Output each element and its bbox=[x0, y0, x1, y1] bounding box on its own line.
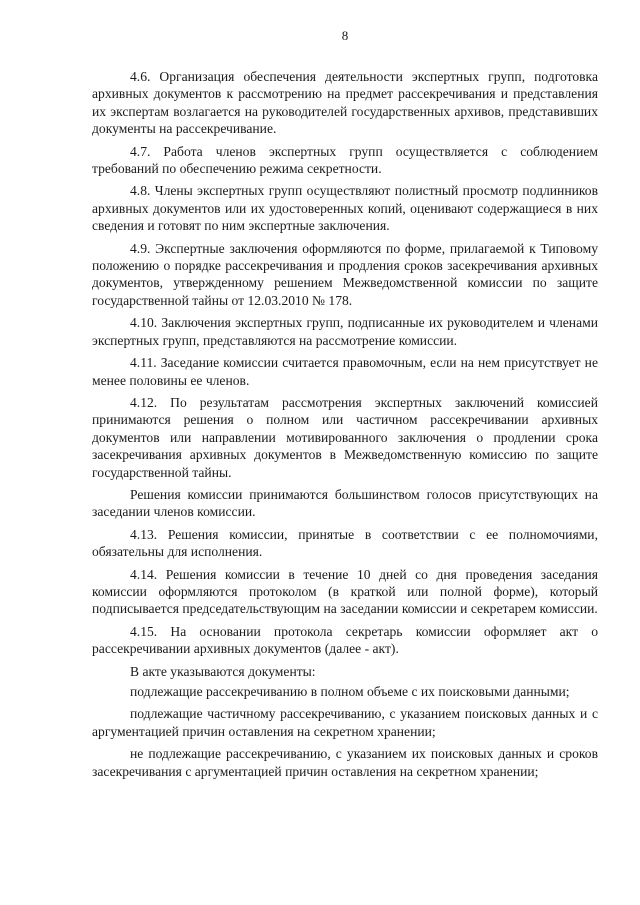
paragraph-4-9: 4.9. Экспертные заключения оформляются по форме, прилагаемой к Типовому положению о порядке рассекречивания и продления сроков засекречивания архивных документов, утвержденному решением Межведомственной комиссии по защите государственной тайны от 12.03.2010 № 178. bbox=[92, 240, 598, 308]
paragraph-4-13: 4.13. Решения комиссии, принятые в соответствии с ее полномочиями, обязательны для исполнения. bbox=[92, 526, 598, 560]
paragraph-act-documents-intro: В акте указываются документы: bbox=[130, 663, 316, 679]
paragraph-4-14: 4.14. Решения комиссии в течение 10 дней со дня проведения заседания комиссии оформляются протоколом (в краткой или полной форме), который подписывается председательствующим на заседании комиссии и секретарем комиссии. bbox=[92, 566, 598, 617]
paragraph-decisions-majority: Решения комиссии принимаются большинством голосов присутствующих на заседании членов комиссии. bbox=[92, 486, 598, 520]
list-item-no-declassification: не подлежащие рассекречиванию, с указанием их поисковых данных и сроков засекречивания с аргументацией причин оставления на секретном хранении; bbox=[92, 746, 598, 779]
paragraph-4-12: 4.12. По результатам рассмотрения экспертных заключений комиссией принимаются решения о полном или частичном рассекречивании архивных документов или направлении мотивированного заключения о продлении срока засекречивания архивных документов в Межведомственную комиссию по защите государственной тайны. bbox=[92, 394, 598, 480]
list-item-partial-declassification: подлежащие частичному рассекречиванию, с указанием поисковых данных и с аргументацией причин оставления на секретном хранении; bbox=[92, 706, 598, 739]
paragraph-4-6: 4.6. Организация обеспечения деятельности экспертных групп, подготовка архивных документов к рассмотрению на предмет рассекречивания и представления их экспертам возлагается на руководителей государственных архивов, представивших документы на рассекречивание. bbox=[92, 69, 598, 137]
paragraph-4-10: 4.10. Заключения экспертных групп, подписанные их руководителем и членами экспертных групп, представляются на рассмотрение комиссии. bbox=[92, 315, 598, 348]
paragraph-4-15: 4.15. На основании протокола секретарь комиссии оформляет акт о рассекречивании архивных документов (далее - акт). bbox=[92, 623, 598, 657]
list-item-full-declassification: подлежащие рассекречиванию в полном объеме с их поисковыми данными; bbox=[130, 684, 570, 699]
paragraph-4-7: 4.7. Работа членов экспертных групп осуществляется с соблюдением требований по обеспечению режима секретности. bbox=[92, 143, 598, 177]
paragraph-4-11: 4.11. Заседание комиссии считается правомочным, если на нем присутствует не менее половины ее членов. bbox=[92, 355, 598, 388]
paragraph-4-8: 4.8. Члены экспертных групп осуществляют полистный просмотр подлинников архивных документов или их удостоверенных копий, оценивают содержащиеся в них сведения и готовят по ним экспертные заключения. bbox=[92, 183, 598, 234]
page-number: 8 bbox=[341, 28, 349, 43]
document-page bbox=[92, 28, 598, 785]
